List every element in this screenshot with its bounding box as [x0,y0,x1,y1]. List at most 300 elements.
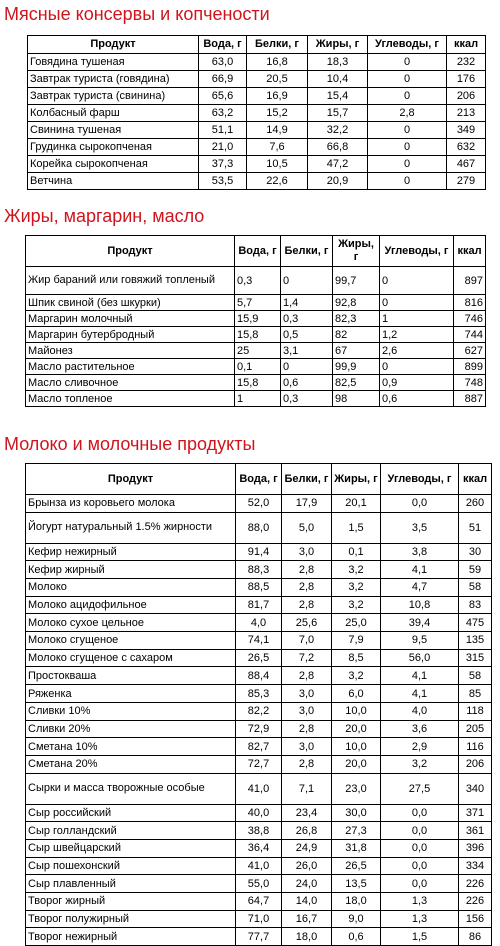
section-dairy [0,430,500,943]
value-cell: 897 [454,267,486,295]
column-header: Белки, г [282,464,332,495]
value-cell: 213 [447,105,486,122]
value-cell: 118 [459,702,492,720]
product-name: Молоко ацидофильное [26,596,236,614]
table-row [26,649,492,667]
value-cell: 0,0 [381,495,459,513]
table-row [26,543,492,561]
value-cell: 13,5 [332,875,381,893]
value-cell: 748 [454,375,486,391]
value-cell: 85,3 [236,685,282,703]
value-cell: 82,3 [333,311,380,327]
value-cell: 91,4 [236,543,282,561]
value-cell: 627 [454,343,486,359]
table-row [28,156,486,173]
table-row [26,893,492,911]
value-cell: 25 [235,343,281,359]
table-row [26,773,492,804]
value-cell: 26,5 [236,649,282,667]
product-name: Ветчина [28,173,199,190]
product-name: Йогурт натуральный 1.5% жирности [26,512,236,543]
value-cell: 0,6 [332,928,381,946]
product-name: Масло растительное [26,359,235,375]
product-name: Творог полужирный [26,910,236,928]
value-cell: 9,5 [381,632,459,650]
table-row [26,928,492,946]
value-cell: 71,0 [236,910,282,928]
section-title: Жиры, маргарин, масло [4,206,205,226]
value-cell: 0,0 [381,857,459,875]
value-cell: 72,9 [236,720,282,738]
value-cell: 0 [368,54,447,71]
value-cell: 349 [447,122,486,139]
value-cell: 65,6 [199,88,247,105]
value-cell: 24,0 [282,875,332,893]
value-cell: 36,4 [236,839,282,857]
value-cell: 3,1 [281,343,333,359]
value-cell: 0 [368,156,447,173]
value-cell: 15,8 [235,375,281,391]
value-cell: 9,0 [332,910,381,928]
table-row [26,667,492,685]
value-cell: 10,0 [332,738,381,756]
value-cell: 58 [459,667,492,685]
value-cell: 66,9 [199,71,247,88]
value-cell: 30 [459,543,492,561]
value-cell: 226 [459,893,492,911]
value-cell: 3,0 [282,685,332,703]
value-cell: 10,4 [308,71,368,88]
value-cell: 4,0 [381,702,459,720]
value-cell: 88,3 [236,561,282,579]
value-cell: 1,2 [380,327,454,343]
value-cell: 0 [368,71,447,88]
product-name: Сыр швейцарский [26,839,236,857]
column-header: Углеводы, г [380,236,454,267]
table-row [26,579,492,597]
value-cell: 205 [459,720,492,738]
product-name: Масло сливочное [26,375,235,391]
value-cell: 88,0 [236,512,282,543]
table-row [28,71,486,88]
value-cell: 2,8 [282,579,332,597]
column-header: Жиры, г [308,36,368,54]
value-cell: 0 [368,139,447,156]
value-cell: 361 [459,822,492,840]
product-name: Сырки и масса творожные особые [26,773,236,804]
value-cell: 226 [459,875,492,893]
value-cell: 0,6 [281,375,333,391]
value-cell: 53,5 [199,173,247,190]
column-header: Углеводы, г [368,36,447,54]
product-name: Брынза из коровьего молока [26,495,236,513]
product-name: Молоко [26,579,236,597]
product-name: Свинина тушеная [28,122,199,139]
value-cell: 30,0 [332,804,381,822]
table-row [26,267,486,295]
value-cell: 86 [459,928,492,946]
column-header: Жиры, г [333,236,380,267]
value-cell: 396 [459,839,492,857]
product-name: Корейка сырокопченая [28,156,199,173]
value-cell: 63,2 [199,105,247,122]
column-header: Продукт [26,236,235,267]
value-cell: 2,8 [282,596,332,614]
value-cell: 99,7 [333,267,380,295]
product-name: Грудинка сырокопченая [28,139,199,156]
value-cell: 51,1 [199,122,247,139]
value-cell: 3,2 [332,667,381,685]
value-cell: 4,1 [381,561,459,579]
value-cell: 887 [454,391,486,407]
value-cell: 7,6 [247,139,308,156]
value-cell: 3,2 [332,579,381,597]
value-cell: 7,0 [282,632,332,650]
value-cell: 25,0 [332,614,381,632]
value-cell: 1 [380,311,454,327]
value-cell: 10,5 [247,156,308,173]
value-cell: 15,2 [247,105,308,122]
table-row [28,88,486,105]
table-row [26,738,492,756]
product-name: Сыр российский [26,804,236,822]
column-header: ккал [459,464,492,495]
value-cell: 816 [454,295,486,311]
value-cell: 20,9 [308,173,368,190]
table-row [26,391,486,407]
value-cell: 467 [447,156,486,173]
value-cell: 0,6 [380,391,454,407]
table-row [26,685,492,703]
product-name: Сыр пошехонский [26,857,236,875]
product-name: Сыр голландский [26,822,236,840]
value-cell: 92,8 [333,295,380,311]
value-cell: 82,7 [236,738,282,756]
column-header: ккал [447,36,486,54]
value-cell: 135 [459,632,492,650]
section-canned-meat [0,0,500,190]
value-cell: 3,6 [381,720,459,738]
value-cell: 0,1 [332,543,381,561]
product-name: Сливки 10% [26,702,236,720]
value-cell: 0,0 [381,875,459,893]
product-name: Творог жирный [26,893,236,911]
product-name: Говядина тушеная [28,54,199,71]
value-cell: 64,7 [236,893,282,911]
value-cell: 334 [459,857,492,875]
value-cell: 41,0 [236,857,282,875]
value-cell: 3,5 [381,512,459,543]
nutrition-table [27,35,486,190]
value-cell: 32,2 [308,122,368,139]
value-cell: 40,0 [236,804,282,822]
value-cell: 26,5 [332,857,381,875]
table-row [26,375,486,391]
value-cell: 3,2 [332,596,381,614]
nutrition-table [25,235,486,407]
value-cell: 3,0 [282,738,332,756]
product-name: Завтрак туриста (говядина) [28,71,199,88]
value-cell: 27,5 [381,773,459,804]
nutrition-table [25,463,492,946]
value-cell: 99,9 [333,359,380,375]
value-cell: 2,8 [282,561,332,579]
value-cell: 2,6 [380,343,454,359]
value-cell: 315 [459,649,492,667]
value-cell: 17,9 [282,495,332,513]
value-cell: 2,8 [282,755,332,773]
table-row [28,122,486,139]
product-name: Молоко сгущеное с сахаром [26,649,236,667]
value-cell: 0,3 [281,311,333,327]
value-cell: 2,8 [368,105,447,122]
value-cell: 98 [333,391,380,407]
product-name: Простокваша [26,667,236,685]
value-cell: 20,0 [332,755,381,773]
value-cell: 0,3 [281,391,333,407]
value-cell: 67 [333,343,380,359]
value-cell: 81,7 [236,596,282,614]
value-cell: 59 [459,561,492,579]
value-cell: 1,4 [281,295,333,311]
product-name: Майонез [26,343,235,359]
product-name: Сметана 20% [26,755,236,773]
value-cell: 0,9 [380,375,454,391]
value-cell: 15,7 [308,105,368,122]
product-name: Завтрак туриста (свинина) [28,88,199,105]
value-cell: 7,1 [282,773,332,804]
value-cell: 279 [447,173,486,190]
value-cell: 4,1 [381,667,459,685]
value-cell: 4,1 [381,685,459,703]
product-name: Кефир жирный [26,561,236,579]
header-row [28,36,486,54]
value-cell: 18,0 [282,928,332,946]
value-cell: 85 [459,685,492,703]
product-name: Кефир нежирный [26,543,236,561]
value-cell: 899 [454,359,486,375]
table-row [26,311,486,327]
column-header: Вода, г [236,464,282,495]
table-row [26,561,492,579]
value-cell: 14,9 [247,122,308,139]
column-header: Вода, г [199,36,247,54]
product-name: Ряженка [26,685,236,703]
value-cell: 0,3 [235,267,281,295]
value-cell: 26,8 [282,822,332,840]
table-row [26,720,492,738]
value-cell: 23,0 [332,773,381,804]
value-cell: 66,8 [308,139,368,156]
value-cell: 5,0 [282,512,332,543]
product-name: Сливки 20% [26,720,236,738]
product-name: Жир бараний или говяжий топленый [26,267,235,295]
value-cell: 56,0 [381,649,459,667]
table-row [28,173,486,190]
value-cell: 0 [368,122,447,139]
value-cell: 47,2 [308,156,368,173]
value-cell: 340 [459,773,492,804]
table-row [26,512,492,543]
value-cell: 2,8 [282,720,332,738]
value-cell: 25,6 [282,614,332,632]
value-cell: 88,5 [236,579,282,597]
value-cell: 38,8 [236,822,282,840]
value-cell: 116 [459,738,492,756]
value-cell: 31,8 [332,839,381,857]
value-cell: 3,0 [282,702,332,720]
value-cell: 21,0 [199,139,247,156]
value-cell: 4,0 [236,614,282,632]
value-cell: 83 [459,596,492,614]
value-cell: 52,0 [236,495,282,513]
section-title: Молоко и молочные продукты [4,434,256,454]
value-cell: 2,9 [381,738,459,756]
value-cell: 2,8 [282,667,332,685]
value-cell: 0 [281,359,333,375]
value-cell: 1 [235,391,281,407]
value-cell: 82 [333,327,380,343]
table-row [26,295,486,311]
value-cell: 10,8 [381,596,459,614]
product-name: Маргарин молочный [26,311,235,327]
product-name: Творог нежирный [26,928,236,946]
product-name: Шпик свиной (без шкурки) [26,295,235,311]
value-cell: 1,5 [381,928,459,946]
column-header: Белки, г [281,236,333,267]
column-header: Продукт [28,36,199,54]
column-header: Жиры, г [332,464,381,495]
value-cell: 23,4 [282,804,332,822]
table-row [26,875,492,893]
table-row [26,839,492,857]
value-cell: 55,0 [236,875,282,893]
value-cell: 51 [459,512,492,543]
column-header: ккал [454,236,486,267]
value-cell: 16,9 [247,88,308,105]
value-cell: 0 [380,295,454,311]
table-row [28,105,486,122]
value-cell: 232 [447,54,486,71]
column-header: Углеводы, г [381,464,459,495]
value-cell: 0 [368,173,447,190]
value-cell: 72,7 [236,755,282,773]
value-cell: 18,0 [332,893,381,911]
value-cell: 3,2 [332,561,381,579]
value-cell: 5,7 [235,295,281,311]
value-cell: 63,0 [199,54,247,71]
value-cell: 0,0 [381,839,459,857]
value-cell: 1,3 [381,893,459,911]
value-cell: 82,2 [236,702,282,720]
value-cell: 26,0 [282,857,332,875]
header-row [26,464,492,495]
value-cell: 88,4 [236,667,282,685]
value-cell: 74,1 [236,632,282,650]
value-cell: 371 [459,804,492,822]
value-cell: 41,0 [236,773,282,804]
table-row [28,54,486,71]
product-name: Колбасный фарш [28,105,199,122]
column-header: Продукт [26,464,236,495]
value-cell: 1,3 [381,910,459,928]
value-cell: 14,0 [282,893,332,911]
value-cell: 206 [459,755,492,773]
value-cell: 3,2 [381,755,459,773]
value-cell: 0 [380,267,454,295]
section-title: Мясные консервы и копчености [4,4,270,24]
value-cell: 18,3 [308,54,368,71]
value-cell: 0,1 [235,359,281,375]
table-row [26,327,486,343]
header-row [26,236,486,267]
value-cell: 24,9 [282,839,332,857]
column-header: Белки, г [247,36,308,54]
value-cell: 15,9 [235,311,281,327]
value-cell: 22,6 [247,173,308,190]
table-row [26,495,492,513]
value-cell: 1,5 [332,512,381,543]
value-cell: 37,3 [199,156,247,173]
value-cell: 10,0 [332,702,381,720]
value-cell: 475 [459,614,492,632]
value-cell: 20,1 [332,495,381,513]
value-cell: 746 [454,311,486,327]
value-cell: 7,9 [332,632,381,650]
table-row [26,910,492,928]
table-row [26,804,492,822]
product-name: Масло топленое [26,391,235,407]
value-cell: 0,5 [281,327,333,343]
value-cell: 82,5 [333,375,380,391]
product-name: Молоко сухое цельное [26,614,236,632]
value-cell: 6,0 [332,685,381,703]
table-row [26,857,492,875]
table-row [26,632,492,650]
value-cell: 0,0 [381,804,459,822]
table-row [26,359,486,375]
value-cell: 3,0 [282,543,332,561]
value-cell: 16,8 [247,54,308,71]
value-cell: 4,7 [381,579,459,597]
value-cell: 20,0 [332,720,381,738]
value-cell: 156 [459,910,492,928]
value-cell: 260 [459,495,492,513]
table-row [26,614,492,632]
table-row [26,343,486,359]
product-name: Маргарин бутербродный [26,327,235,343]
product-name: Сыр плавленный [26,875,236,893]
value-cell: 0 [368,88,447,105]
table-row [26,822,492,840]
value-cell: 39,4 [381,614,459,632]
value-cell: 20,5 [247,71,308,88]
value-cell: 744 [454,327,486,343]
product-name: Сметана 10% [26,738,236,756]
value-cell: 8,5 [332,649,381,667]
table-row [26,755,492,773]
value-cell: 632 [447,139,486,156]
value-cell: 3,8 [381,543,459,561]
value-cell: 0,0 [381,822,459,840]
value-cell: 15,8 [235,327,281,343]
product-name: Молоко сгущеное [26,632,236,650]
table-row [26,702,492,720]
column-header: Вода, г [235,236,281,267]
section-fats-margarine-butter [0,190,500,430]
value-cell: 15,4 [308,88,368,105]
value-cell: 176 [447,71,486,88]
